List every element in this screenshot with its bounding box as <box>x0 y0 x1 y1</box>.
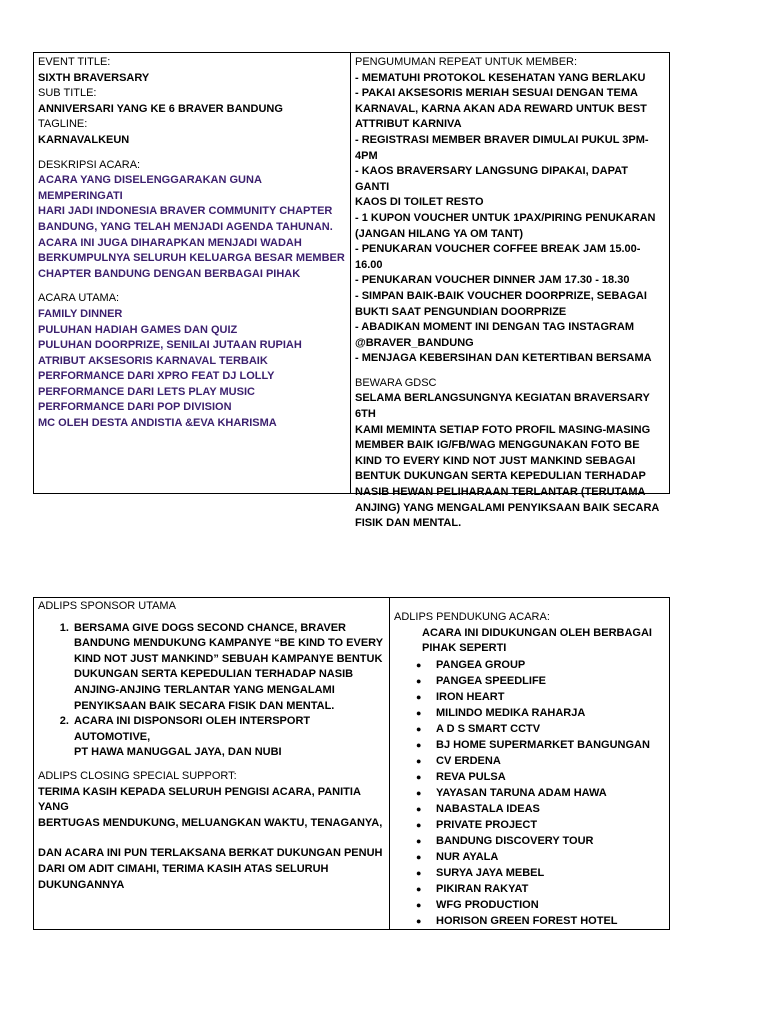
pendukung-item: ● BJ HOME SUPERMARKET BANGUNGAN <box>436 737 665 753</box>
pendukung-item: ● NUR AYALA <box>436 849 665 865</box>
acara-utama-item: PERFORMANCE DARI LETS PLAY MUSIC <box>38 385 255 398</box>
tagline-label: TAGLINE: <box>38 118 88 131</box>
event-info-table <box>33 52 670 530</box>
closing-line: BERTUGAS MENDUKUNG, MELUANGKAN WAKTU, TENAGANYA, <box>38 816 383 829</box>
pendukung-label: ADLIPS PENDUKUNG ACARA: <box>394 611 550 623</box>
sub-title-label: SUB TITLE: <box>38 87 97 100</box>
bewara-line: NASIB HEWAN PELIHARAAN TERLANTAR (TERUTAMA <box>355 486 646 499</box>
pengumuman-line: - PAKAI AKSESORIS MERIAH SESUAI DENGAN TEMA <box>355 87 638 100</box>
pendukung-cell <box>389 598 669 929</box>
event-title: SIXTH BRAVERSARY <box>38 71 150 84</box>
closing-line: TERIMA KASIH KEPADA SELURUH PENGISI ACARA, PANITIA YANG <box>38 785 361 814</box>
pendukung-item: ● YAYASAN TARUNA ADAM HAWA <box>436 785 665 801</box>
event-details-cell <box>34 53 350 493</box>
pendukung-item: ● REVA PULSA <box>436 769 665 785</box>
acara-utama-item: PERFORMANCE DARI XPRO FEAT DJ LOLLY <box>38 370 275 383</box>
pendukung-item: ● BANDUNG DISCOVERY TOUR <box>436 833 665 849</box>
closing-line: DARI OM ADIT CIMAHI, TERIMA KASIH ATAS SELURUH <box>38 862 329 875</box>
pengumuman-label: PENGUMUMAN REPEAT UNTUK MEMBER: <box>355 56 578 68</box>
bewara-line: BENTUK DUKUNGAN SERTA KEPEDULIAN TERHADAP <box>355 470 646 483</box>
pendukung-item: ● PANGEA GROUP <box>436 657 665 673</box>
bewara-line: SELAMA BERLANGSUNGNYA KEGIATAN BRAVERSARY 6TH <box>355 392 650 421</box>
pengumuman-line: @BRAVER_BANDUNG <box>355 336 474 349</box>
acara-utama-item: MC OLEH DESTA ANDISTIA &EVA KHARISMA <box>38 417 277 430</box>
closing-line: DAN ACARA INI PUN TERLAKSANA BERKAT DUKUNGAN PENUH <box>38 847 383 860</box>
bewara-line: FISIK DAN MENTAL. <box>355 517 462 530</box>
pendukung-item: ● A D S SMART CCTV <box>436 721 665 737</box>
deskripsi-line: ACARA YANG DISELENGGARAKAN GUNA MEMPERINGATI <box>38 174 262 202</box>
pendukung-intro: ACARA INI DIDUKUNGAN OLEH BERBAGAI <box>422 626 652 639</box>
pengumuman-line: KAOS DI TOILET RESTO <box>355 196 484 209</box>
pendukung-item: ● PIKIRAN RAKYAT <box>436 881 665 897</box>
bewara-line: ANJING) YANG MENGALAMI PENYIKSAAN BAIK SECARA <box>355 501 660 514</box>
pengumuman-line: - ABADIKAN MOMENT INI DENGAN TAG INSTAGRAM <box>355 321 635 334</box>
pengumuman-line: - MENJAGA KEBERSIHAN DAN KETERTIBAN BERSAMA <box>355 352 652 365</box>
bewara-line: KIND TO EVERY KIND NOT JUST MANKIND SEBAGAI <box>355 454 636 467</box>
pengumuman-line: KARNAVAL, KARNA AKAN ADA REWARD UNTUK BEST <box>355 102 647 115</box>
acara-utama-item: FAMILY DINNER <box>38 307 123 320</box>
pendukung-item: ● WFG PRODUCTION <box>436 897 665 913</box>
acara-utama-item: PULUHAN DOORPRIZE, SENILAI JUTAAN RUPIAH <box>38 339 302 352</box>
pengumuman-line: 4PM <box>355 149 378 162</box>
sponsor-utama-label: ADLIPS SPONSOR UTAMA <box>38 600 176 612</box>
pengumuman-line: - SIMPAN BAIK-BAIK VOUCHER DOORPRIZE, SEBAGAI <box>355 289 647 302</box>
pendukung-item: ● CV ERDENA <box>436 753 665 769</box>
sponsor-utama-item: 2. ACARA INI DISPONSORI OLEH INTERSPORT AUTOMOTIVE, PT HAWA MANUGGAL JAYA, DAN NUBI <box>72 714 385 761</box>
bewara-line: KAMI MEMINTA SETIAP FOTO PROFIL MASING-MASING <box>355 423 651 436</box>
pendukung-item: ● HORISON GREEN FOREST HOTEL <box>436 913 665 929</box>
closing-line: DUKUNGANNYA <box>38 878 125 891</box>
tagline: KARNAVALKEUN <box>38 133 130 146</box>
pengumuman-line: - MEMATUHI PROTOKOL KESEHATAN YANG BERLAKU <box>355 71 646 84</box>
deskripsi-line: HARI JADI INDONESIA BRAVER COMMUNITY CHAPTER <box>38 205 333 218</box>
pendukung-item: ● SURYA JAYA MEBEL <box>436 865 665 881</box>
sponsor-utama-item: 1. BERSAMA GIVE DOGS SECOND CHANCE, BRAVER BANDUNG MENDUKUNG KAMPANYE “BE KIND TO EVERY KIND NOT JUST MANKIND” SEBUAH KAMPANYE BENTUK DUKUNGAN SERTA KEPEDULIAN TERHADAP NASIB ANJING-ANJING TERLANTAR YANG MENGALAMI PENYIKSAAN BAIK SECARA FISIK DAN MENTAL. <box>72 621 385 715</box>
bewara-line: MEMBER BAIK IG/FB/WAG MENGGUNAKAN FOTO BE <box>355 439 640 452</box>
pengumuman-line: - 1 KUPON VOUCHER UNTUK 1PAX/PIRING PENUKARAN <box>355 211 656 224</box>
sub-title: ANNIVERSARI YANG KE 6 BRAVER BANDUNG <box>38 102 283 115</box>
deskripsi-line: BERKUMPULNYA SELURUH KELUARGA BESAR MEMBER <box>38 252 345 265</box>
announcement-cell <box>350 53 669 530</box>
pendukung-item: ● MILINDO MEDIKA RAHARJA <box>436 705 665 721</box>
pengumuman-line: - REGISTRASI MEMBER BRAVER DIMULAI PUKUL 3PM- <box>355 133 649 146</box>
sponsor-utama-list <box>38 621 385 761</box>
pengumuman-line: (JANGAN HILANG YA OM TANT) <box>355 227 524 240</box>
closing-label: ADLIPS CLOSING SPECIAL SUPPORT: <box>38 769 237 782</box>
pengumuman-line: ATTRIBUT KARNIVA <box>355 118 462 131</box>
deskripsi-line: BANDUNG, YANG TELAH MENJADI AGENDA TAHUNAN. <box>38 220 333 233</box>
pengumuman-line: - PENUKARAN VOUCHER DINNER JAM 17.30 - 18.30 <box>355 274 630 287</box>
pengumuman-line: BUKTI SAAT PENGUNDIAN DOORPRIZE <box>355 305 567 318</box>
sponsor-utama-cell <box>34 598 389 929</box>
deskripsi-line: CHAPTER BANDUNG DENGAN BERBAGAI PIHAK <box>38 267 301 280</box>
pendukung-item: ● NABASTALA IDEAS <box>436 801 665 817</box>
acara-utama-label: ACARA UTAMA: <box>38 292 120 305</box>
acara-utama-item: ATRIBUT AKSESORIS KARNAVAL TERBAIK <box>38 354 268 367</box>
deskripsi-line: ACARA INI JUGA DIHARAPKAN MENJADI WADAH <box>38 236 302 249</box>
acara-utama-item: PERFORMANCE DARI POP DIVISION <box>38 401 232 414</box>
bewara-label: BEWARA GDSC <box>355 376 437 389</box>
pendukung-item: ● PRIVATE PROJECT <box>436 817 665 833</box>
pendukung-item: ● PANGEA SPEEDLIFE <box>436 673 665 689</box>
sponsor-table <box>33 597 670 930</box>
acara-utama-item: PULUHAN HADIAH GAMES DAN QUIZ <box>38 323 238 336</box>
pendukung-item: ● IRON HEART <box>436 689 665 705</box>
pendukung-list <box>394 657 665 929</box>
pengumuman-line: - PENUKARAN VOUCHER COFFEE BREAK JAM 15.00-16.00 <box>355 243 641 271</box>
pendukung-intro: PIHAK SEPERTI <box>422 642 507 655</box>
event-title-label: EVENT TITLE: <box>38 56 111 68</box>
deskripsi-label: DESKRIPSI ACARA: <box>38 158 141 171</box>
pengumuman-line: - KAOS BRAVERSARY LANGSUNG DIPAKAI, DAPAT GANTI <box>355 165 628 193</box>
